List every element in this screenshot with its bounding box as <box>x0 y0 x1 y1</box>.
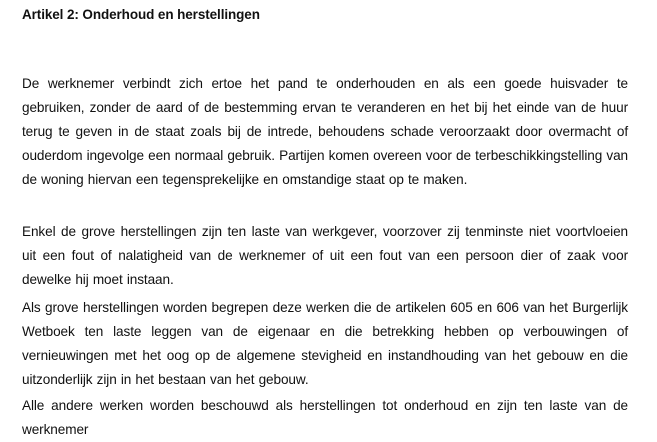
paragraph-major-repairs-employer: Enkel de grove herstellingen zijn ten laste van werkgever, voorzover zij tenminste niet voortvloeien uit een fout of nalatigheid van de werknemer of uit een fout van een persoon dier of zaak voor dewelke hij moet instaan. <box>22 223 628 287</box>
article-heading: Artikel 2: Onderhoud en herstellingen <box>22 7 260 22</box>
paragraph-maintenance-obligation: De werknemer verbindt zich ertoe het pand te onderhouden en als een goede huisvader te gebruiken, zonder de aard of de bestemming ervan te veranderen en het bij het einde van de huur terug te geven in de staat zoals bij de intrede, behoudens schade veroorzaakt door overmacht of ouderdom ingevolge een normaal gebruik. Partijen komen overeen voor de terbeschikkingstelling van de woning hiervan een tegensprekelijke en omstandige staat op te maken. <box>22 75 628 187</box>
paragraph-major-repairs-definition: Als grove herstellingen worden begrepen deze werken die de artikelen 605 en 606 van het Burgerlijk Wetboek ten laste leggen van de eigenaar en die betrekking hebben op verbouwingen of vernieuwingen met het oog op de algemene stevigheid en instandhouding van het gebouw en die uitzonderlijk zijn in het bestaan van het gebouw. <box>22 299 628 387</box>
paragraph-other-repairs-employee: Alle andere werken worden beschouwd als herstellingen tot onderhoud en zijn ten laste van de werknemer <box>22 397 628 437</box>
